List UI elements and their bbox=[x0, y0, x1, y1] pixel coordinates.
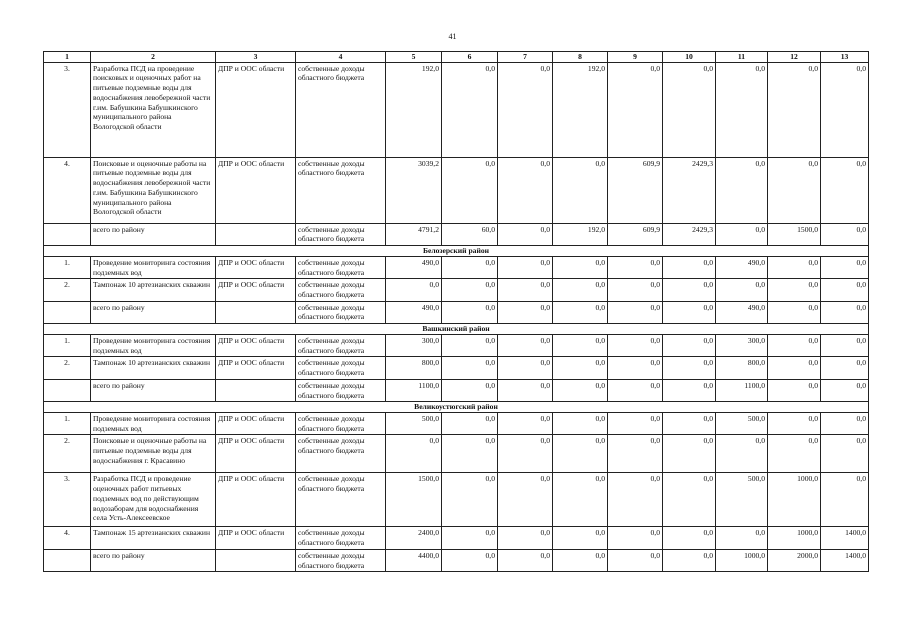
funding-source: собственные доходы областного бюджета bbox=[296, 223, 386, 245]
amount-col-5: 4791,2 bbox=[386, 223, 442, 245]
amount-col-6: 0,0 bbox=[442, 279, 498, 301]
amount-col-8: 0,0 bbox=[553, 157, 608, 223]
amount-col-11: 0,0 bbox=[716, 435, 768, 473]
amount-col-5: 490,0 bbox=[386, 301, 442, 323]
executor bbox=[216, 549, 296, 571]
amount-col-10: 0,0 bbox=[663, 334, 716, 356]
amount-col-7: 0,0 bbox=[498, 527, 553, 549]
executor bbox=[216, 223, 296, 245]
amount-col-9: 0,0 bbox=[608, 473, 663, 527]
amount-col-12: 0,0 bbox=[768, 412, 821, 434]
funding-source: собственные доходы областного бюджета bbox=[296, 157, 386, 223]
table-row bbox=[44, 412, 869, 434]
column-header-10: 10 bbox=[663, 52, 716, 63]
column-header-8: 8 bbox=[553, 52, 608, 63]
amount-col-12: 0,0 bbox=[768, 157, 821, 223]
amount-col-9: 0,0 bbox=[608, 256, 663, 278]
amount-col-13: 0,0 bbox=[821, 357, 869, 379]
activity-name: Тампонаж 15 артезианских скважин bbox=[91, 527, 216, 549]
column-header-12: 12 bbox=[768, 52, 821, 63]
table-row bbox=[44, 473, 869, 527]
amount-col-6: 0,0 bbox=[442, 473, 498, 527]
amount-col-5: 0,0 bbox=[386, 435, 442, 473]
column-header-13: 13 bbox=[821, 52, 869, 63]
amount-col-10: 0,0 bbox=[663, 473, 716, 527]
amount-col-8: 0,0 bbox=[553, 549, 608, 571]
column-header-6: 6 bbox=[442, 52, 498, 63]
activity-name: Проведение мониторинга состояния подземных вод bbox=[91, 334, 216, 356]
amount-col-10: 0,0 bbox=[663, 256, 716, 278]
district-header-row bbox=[44, 402, 869, 413]
district-title: Вашкинский район bbox=[44, 324, 869, 335]
amount-col-9: 0,0 bbox=[608, 379, 663, 401]
row-number: 2. bbox=[44, 435, 91, 473]
funding-source: собственные доходы областного бюджета bbox=[296, 527, 386, 549]
amount-col-12: 1500,0 bbox=[768, 223, 821, 245]
amount-col-9: 0,0 bbox=[608, 435, 663, 473]
row-number: 4. bbox=[44, 527, 91, 549]
amount-col-7: 0,0 bbox=[498, 62, 553, 157]
amount-col-11: 1000,0 bbox=[716, 549, 768, 571]
executor: ДПР и ООС области bbox=[216, 334, 296, 356]
amount-col-8: 0,0 bbox=[553, 527, 608, 549]
amount-col-5: 300,0 bbox=[386, 334, 442, 356]
activity-name: Тампонаж 10 артезианских скважин bbox=[91, 357, 216, 379]
table-row bbox=[44, 279, 869, 301]
amount-col-7: 0,0 bbox=[498, 549, 553, 571]
amount-col-13: 0,0 bbox=[821, 223, 869, 245]
table-row bbox=[44, 527, 869, 549]
amount-col-8: 192,0 bbox=[553, 62, 608, 157]
amount-col-13: 1400,0 bbox=[821, 549, 869, 571]
amount-col-13: 1400,0 bbox=[821, 527, 869, 549]
amount-col-6: 0,0 bbox=[442, 334, 498, 356]
amount-col-6: 0,0 bbox=[442, 549, 498, 571]
amount-col-12: 1000,0 bbox=[768, 527, 821, 549]
amount-col-8: 0,0 bbox=[553, 256, 608, 278]
amount-col-7: 0,0 bbox=[498, 435, 553, 473]
executor: ДПР и ООС области bbox=[216, 435, 296, 473]
amount-col-12: 0,0 bbox=[768, 62, 821, 157]
amount-col-11: 800,0 bbox=[716, 357, 768, 379]
amount-col-12: 2000,0 bbox=[768, 549, 821, 571]
funding-source: собственные доходы областного бюджета bbox=[296, 412, 386, 434]
executor: ДПР и ООС области bbox=[216, 473, 296, 527]
table-row bbox=[44, 301, 869, 323]
funding-source: собственные доходы областного бюджета bbox=[296, 279, 386, 301]
row-number: 4. bbox=[44, 157, 91, 223]
amount-col-9: 0,0 bbox=[608, 301, 663, 323]
table-row bbox=[44, 435, 869, 473]
row-number bbox=[44, 223, 91, 245]
amount-col-5: 1100,0 bbox=[386, 379, 442, 401]
amount-col-11: 490,0 bbox=[716, 301, 768, 323]
executor: ДПР и ООС области bbox=[216, 62, 296, 157]
funding-source: собственные доходы областного бюджета bbox=[296, 473, 386, 527]
amount-col-13: 0,0 bbox=[821, 473, 869, 527]
amount-col-10: 0,0 bbox=[663, 379, 716, 401]
amount-col-10: 0,0 bbox=[663, 279, 716, 301]
amount-col-13: 0,0 bbox=[821, 62, 869, 157]
row-number: 1. bbox=[44, 334, 91, 356]
amount-col-5: 192,0 bbox=[386, 62, 442, 157]
budget-table bbox=[43, 51, 869, 572]
table-row bbox=[44, 62, 869, 157]
funding-source: собственные доходы областного бюджета bbox=[296, 301, 386, 323]
row-number: 1. bbox=[44, 256, 91, 278]
amount-col-6: 0,0 bbox=[442, 412, 498, 434]
amount-col-5: 4400,0 bbox=[386, 549, 442, 571]
column-number-row bbox=[44, 52, 869, 63]
amount-col-11: 300,0 bbox=[716, 334, 768, 356]
amount-col-10: 0,0 bbox=[663, 357, 716, 379]
amount-col-8: 0,0 bbox=[553, 379, 608, 401]
activity-name: всего по району bbox=[91, 301, 216, 323]
amount-col-6: 0,0 bbox=[442, 357, 498, 379]
amount-col-10: 0,0 bbox=[663, 549, 716, 571]
amount-col-7: 0,0 bbox=[498, 412, 553, 434]
amount-col-7: 0,0 bbox=[498, 279, 553, 301]
amount-col-7: 0,0 bbox=[498, 473, 553, 527]
row-number: 2. bbox=[44, 279, 91, 301]
amount-col-13: 0,0 bbox=[821, 334, 869, 356]
district-title: Великоустюгский район bbox=[44, 402, 869, 413]
row-number bbox=[44, 379, 91, 401]
district-title: Белозерский район bbox=[44, 246, 869, 257]
amount-col-13: 0,0 bbox=[821, 379, 869, 401]
amount-col-8: 0,0 bbox=[553, 334, 608, 356]
amount-col-12: 0,0 bbox=[768, 334, 821, 356]
amount-col-10: 2429,3 bbox=[663, 223, 716, 245]
amount-col-5: 2400,0 bbox=[386, 527, 442, 549]
activity-name: Поисковые и оценочные работы на питьевые подземные воды для водоснабжения г. Красавино bbox=[91, 435, 216, 473]
funding-source: собственные доходы областного бюджета bbox=[296, 379, 386, 401]
amount-col-5: 490,0 bbox=[386, 256, 442, 278]
amount-col-10: 0,0 bbox=[663, 301, 716, 323]
amount-col-10: 0,0 bbox=[663, 62, 716, 157]
table-body bbox=[44, 62, 869, 572]
amount-col-7: 0,0 bbox=[498, 301, 553, 323]
amount-col-6: 0,0 bbox=[442, 62, 498, 157]
column-header-1: 1 bbox=[44, 52, 91, 63]
amount-col-11: 500,0 bbox=[716, 473, 768, 527]
activity-name: Разработка ПСД и проведение оценочных работ питьевых подземных вод по действующим водозаборам для водоснабжения села Усть-Алексеевское bbox=[91, 473, 216, 527]
amount-col-11: 0,0 bbox=[716, 527, 768, 549]
amount-col-9: 609,9 bbox=[608, 223, 663, 245]
amount-col-5: 0,0 bbox=[386, 279, 442, 301]
amount-col-7: 0,0 bbox=[498, 157, 553, 223]
amount-col-12: 0,0 bbox=[768, 379, 821, 401]
executor: ДПР и ООС области bbox=[216, 527, 296, 549]
amount-col-6: 0,0 bbox=[442, 256, 498, 278]
district-header-row bbox=[44, 324, 869, 335]
page-number: 41 bbox=[448, 32, 457, 41]
executor: ДПР и ООС области bbox=[216, 256, 296, 278]
column-header-5: 5 bbox=[386, 52, 442, 63]
row-number: 1. bbox=[44, 412, 91, 434]
table-row bbox=[44, 379, 869, 401]
amount-col-8: 0,0 bbox=[553, 301, 608, 323]
executor: ДПР и ООС области bbox=[216, 157, 296, 223]
amount-col-5: 500,0 bbox=[386, 412, 442, 434]
amount-col-12: 1000,0 bbox=[768, 473, 821, 527]
amount-col-7: 0,0 bbox=[498, 357, 553, 379]
table-row bbox=[44, 334, 869, 356]
amount-col-6: 0,0 bbox=[442, 527, 498, 549]
amount-col-11: 0,0 bbox=[716, 157, 768, 223]
amount-col-8: 192,0 bbox=[553, 223, 608, 245]
funding-source: собственные доходы областного бюджета bbox=[296, 256, 386, 278]
executor: ДПР и ООС области bbox=[216, 357, 296, 379]
amount-col-11: 490,0 bbox=[716, 256, 768, 278]
amount-col-13: 0,0 bbox=[821, 157, 869, 223]
amount-col-8: 0,0 bbox=[553, 473, 608, 527]
amount-col-5: 800,0 bbox=[386, 357, 442, 379]
column-header-3: 3 bbox=[216, 52, 296, 63]
amount-col-13: 0,0 bbox=[821, 435, 869, 473]
amount-col-9: 0,0 bbox=[608, 412, 663, 434]
column-header-4: 4 bbox=[296, 52, 386, 63]
table-row bbox=[44, 157, 869, 223]
activity-name: всего по району bbox=[91, 549, 216, 571]
table-row bbox=[44, 223, 869, 245]
district-header-row bbox=[44, 246, 869, 257]
column-header-9: 9 bbox=[608, 52, 663, 63]
amount-col-10: 0,0 bbox=[663, 435, 716, 473]
funding-source: собственные доходы областного бюджета bbox=[296, 62, 386, 157]
table-row bbox=[44, 549, 869, 571]
amount-col-12: 0,0 bbox=[768, 279, 821, 301]
funding-source: собственные доходы областного бюджета bbox=[296, 334, 386, 356]
row-number bbox=[44, 301, 91, 323]
table-row bbox=[44, 357, 869, 379]
amount-col-12: 0,0 bbox=[768, 435, 821, 473]
row-number: 2. bbox=[44, 357, 91, 379]
activity-name: Поисковые и оценочные работы на питьевые подземные воды для водоснабжения левобережной части г.им. Бабушкина Бабушкинского муниципального района Вологодской области bbox=[91, 157, 216, 223]
amount-col-6: 0,0 bbox=[442, 301, 498, 323]
amount-col-6: 0,0 bbox=[442, 379, 498, 401]
amount-col-8: 0,0 bbox=[553, 435, 608, 473]
executor: ДПР и ООС области bbox=[216, 412, 296, 434]
amount-col-11: 0,0 bbox=[716, 62, 768, 157]
amount-col-6: 0,0 bbox=[442, 157, 498, 223]
amount-col-7: 0,0 bbox=[498, 256, 553, 278]
amount-col-7: 0,0 bbox=[498, 223, 553, 245]
row-number: 3. bbox=[44, 473, 91, 527]
amount-col-10: 0,0 bbox=[663, 527, 716, 549]
amount-col-12: 0,0 bbox=[768, 256, 821, 278]
amount-col-11: 500,0 bbox=[716, 412, 768, 434]
amount-col-7: 0,0 bbox=[498, 334, 553, 356]
amount-col-11: 1100,0 bbox=[716, 379, 768, 401]
activity-name: Проведение мониторинга состояния подземных вод bbox=[91, 256, 216, 278]
amount-col-5: 1500,0 bbox=[386, 473, 442, 527]
amount-col-8: 0,0 bbox=[553, 357, 608, 379]
activity-name: всего по району bbox=[91, 379, 216, 401]
row-number bbox=[44, 549, 91, 571]
amount-col-6: 0,0 bbox=[442, 435, 498, 473]
amount-col-9: 0,0 bbox=[608, 334, 663, 356]
amount-col-9: 0,0 bbox=[608, 279, 663, 301]
executor: ДПР и ООС области bbox=[216, 279, 296, 301]
funding-source: собственные доходы областного бюджета bbox=[296, 435, 386, 473]
amount-col-10: 2429,3 bbox=[663, 157, 716, 223]
amount-col-13: 0,0 bbox=[821, 301, 869, 323]
row-number: 3. bbox=[44, 62, 91, 157]
funding-source: собственные доходы областного бюджета bbox=[296, 549, 386, 571]
amount-col-12: 0,0 bbox=[768, 301, 821, 323]
amount-col-9: 0,0 bbox=[608, 62, 663, 157]
amount-col-8: 0,0 bbox=[553, 412, 608, 434]
executor bbox=[216, 379, 296, 401]
column-header-2: 2 bbox=[91, 52, 216, 63]
amount-col-10: 0,0 bbox=[663, 412, 716, 434]
executor bbox=[216, 301, 296, 323]
amount-col-6: 60,0 bbox=[442, 223, 498, 245]
amount-col-7: 0,0 bbox=[498, 379, 553, 401]
amount-col-12: 0,0 bbox=[768, 357, 821, 379]
amount-col-8: 0,0 bbox=[553, 279, 608, 301]
table-row bbox=[44, 256, 869, 278]
amount-col-13: 0,0 bbox=[821, 412, 869, 434]
column-header-11: 11 bbox=[716, 52, 768, 63]
amount-col-11: 0,0 bbox=[716, 223, 768, 245]
amount-col-13: 0,0 bbox=[821, 256, 869, 278]
amount-col-11: 0,0 bbox=[716, 279, 768, 301]
funding-source: собственные доходы областного бюджета bbox=[296, 357, 386, 379]
column-header-7: 7 bbox=[498, 52, 553, 63]
amount-col-9: 609,9 bbox=[608, 157, 663, 223]
activity-name: Тампонаж 10 артезианских скважин bbox=[91, 279, 216, 301]
activity-name: Проведение мониторинга состояния подземных вод bbox=[91, 412, 216, 434]
amount-col-9: 0,0 bbox=[608, 357, 663, 379]
amount-col-9: 0,0 bbox=[608, 527, 663, 549]
amount-col-5: 3039,2 bbox=[386, 157, 442, 223]
amount-col-9: 0,0 bbox=[608, 549, 663, 571]
activity-name: Разработка ПСД на проведение поисковых и оценочных работ на питьевые подземные воды для водоснабжения левобережной части г.им. Бабушкина Бабушкинского муниципального района Вологодской области bbox=[91, 62, 216, 157]
amount-col-13: 0,0 bbox=[821, 279, 869, 301]
activity-name: всего по району bbox=[91, 223, 216, 245]
